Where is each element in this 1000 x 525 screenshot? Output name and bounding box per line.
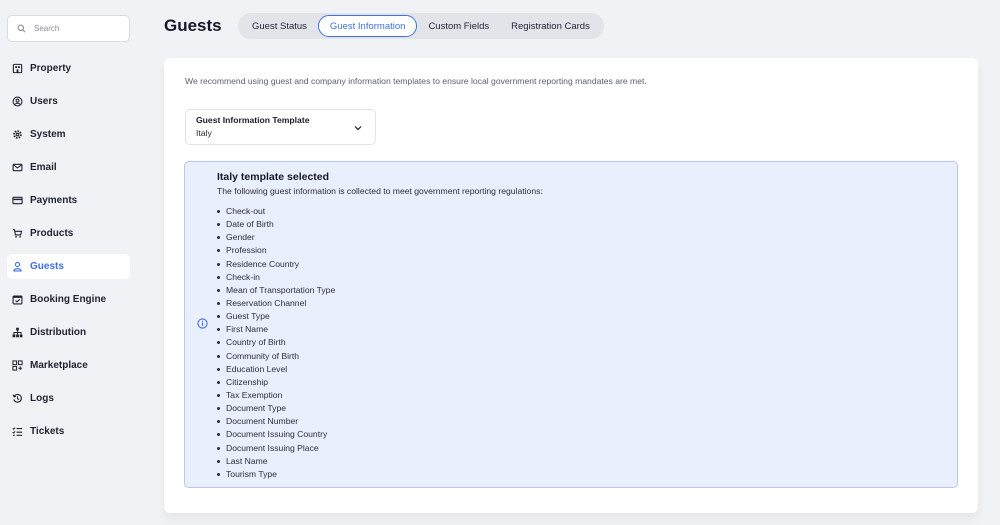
hierarchy-icon <box>12 327 23 338</box>
list-item: Gender <box>217 231 335 244</box>
sidebar-item-marketplace[interactable] <box>7 353 130 378</box>
search-input[interactable] <box>34 24 114 33</box>
gear-icon <box>12 129 23 140</box>
sidebar-item-label: Products <box>30 228 74 239</box>
list-item: Document Issuing Place <box>217 442 335 455</box>
grid-plus-icon <box>12 360 23 371</box>
user-circle-icon <box>12 96 23 107</box>
content-card <box>164 58 978 513</box>
template-select-label: Guest Information Template <box>196 115 310 125</box>
list-item: Check-in <box>217 271 335 284</box>
list-item: Community of Birth <box>217 350 335 363</box>
sidebar-item-system[interactable] <box>7 122 130 147</box>
search-box[interactable] <box>7 15 130 42</box>
list-item: Guest Type <box>217 310 335 323</box>
sidebar-item-label: Logs <box>30 393 54 404</box>
list-item: Reservation Channel <box>217 297 335 310</box>
info-icon <box>197 318 208 329</box>
sidebar-nav <box>7 56 130 452</box>
list-item: Mean of Transportation Type <box>217 284 335 297</box>
history-icon <box>12 393 23 404</box>
list-item: Tourism Type <box>217 468 335 481</box>
list-item: First Name <box>217 323 335 336</box>
list-item: Last Name <box>217 455 335 468</box>
sidebar-item-label: Tickets <box>30 426 65 437</box>
tab-bar <box>238 13 604 39</box>
sidebar-item-logs[interactable] <box>7 386 130 411</box>
field-list <box>217 205 335 481</box>
info-title: Italy template selected <box>217 171 330 183</box>
intro-text: We recommend using guest and company information templates to ensure local government reporting mandates are met. <box>185 76 647 86</box>
sidebar-item-distribution[interactable] <box>7 320 130 345</box>
sidebar <box>0 0 140 525</box>
tab-guest-status[interactable]: Guest Status <box>252 20 307 32</box>
template-select-value: Italy <box>196 128 212 138</box>
credit-card-icon <box>12 195 23 206</box>
info-subtitle: The following guest information is collected to meet government reporting regulations: <box>217 186 543 196</box>
checklist-icon <box>12 426 23 437</box>
list-item: Tax Exemption <box>217 389 335 402</box>
list-item: Check-out <box>217 205 335 218</box>
list-item: Residence Country <box>217 258 335 271</box>
list-item: Country of Birth <box>217 336 335 349</box>
search-icon <box>17 24 26 33</box>
sidebar-item-label: Distribution <box>30 327 87 338</box>
person-icon <box>12 261 23 272</box>
sidebar-item-property[interactable] <box>7 56 130 81</box>
list-item: Document Type <box>217 402 335 415</box>
chevron-down-icon <box>354 124 362 132</box>
sidebar-item-label: Property <box>30 63 72 74</box>
sidebar-item-products[interactable] <box>7 221 130 246</box>
calendar-check-icon <box>12 294 23 305</box>
sidebar-item-tickets[interactable] <box>7 419 130 444</box>
template-select[interactable] <box>185 109 376 145</box>
tab-guest-information[interactable]: Guest Information <box>318 15 418 37</box>
sidebar-item-payments[interactable] <box>7 188 130 213</box>
sidebar-item-email[interactable] <box>7 155 130 180</box>
list-item: Date of Birth <box>217 218 335 231</box>
sidebar-item-booking-engine[interactable] <box>7 287 130 312</box>
list-item: Document Issuing Country <box>217 428 335 441</box>
sidebar-item-users[interactable] <box>7 89 130 114</box>
cart-icon <box>12 228 23 239</box>
tab-registration-cards[interactable]: Registration Cards <box>511 20 590 32</box>
tab-custom-fields[interactable]: Custom Fields <box>428 20 490 32</box>
envelope-icon <box>12 162 23 173</box>
list-item: Education Level <box>217 363 335 376</box>
sidebar-item-label: Marketplace <box>30 360 88 371</box>
page-title: Guests <box>164 16 222 35</box>
sidebar-item-label: System <box>30 129 66 140</box>
sidebar-item-label: Users <box>30 96 58 107</box>
building-icon <box>12 63 23 74</box>
list-item: Profession <box>217 244 335 257</box>
sidebar-item-guests[interactable] <box>7 254 130 279</box>
info-banner <box>184 161 958 488</box>
sidebar-item-label: Guests <box>30 261 64 272</box>
list-item: Citizenship <box>217 376 335 389</box>
sidebar-item-label: Booking Engine <box>30 294 107 305</box>
sidebar-item-label: Email <box>30 162 57 173</box>
sidebar-item-label: Payments <box>30 195 78 206</box>
list-item: Document Number <box>217 415 335 428</box>
